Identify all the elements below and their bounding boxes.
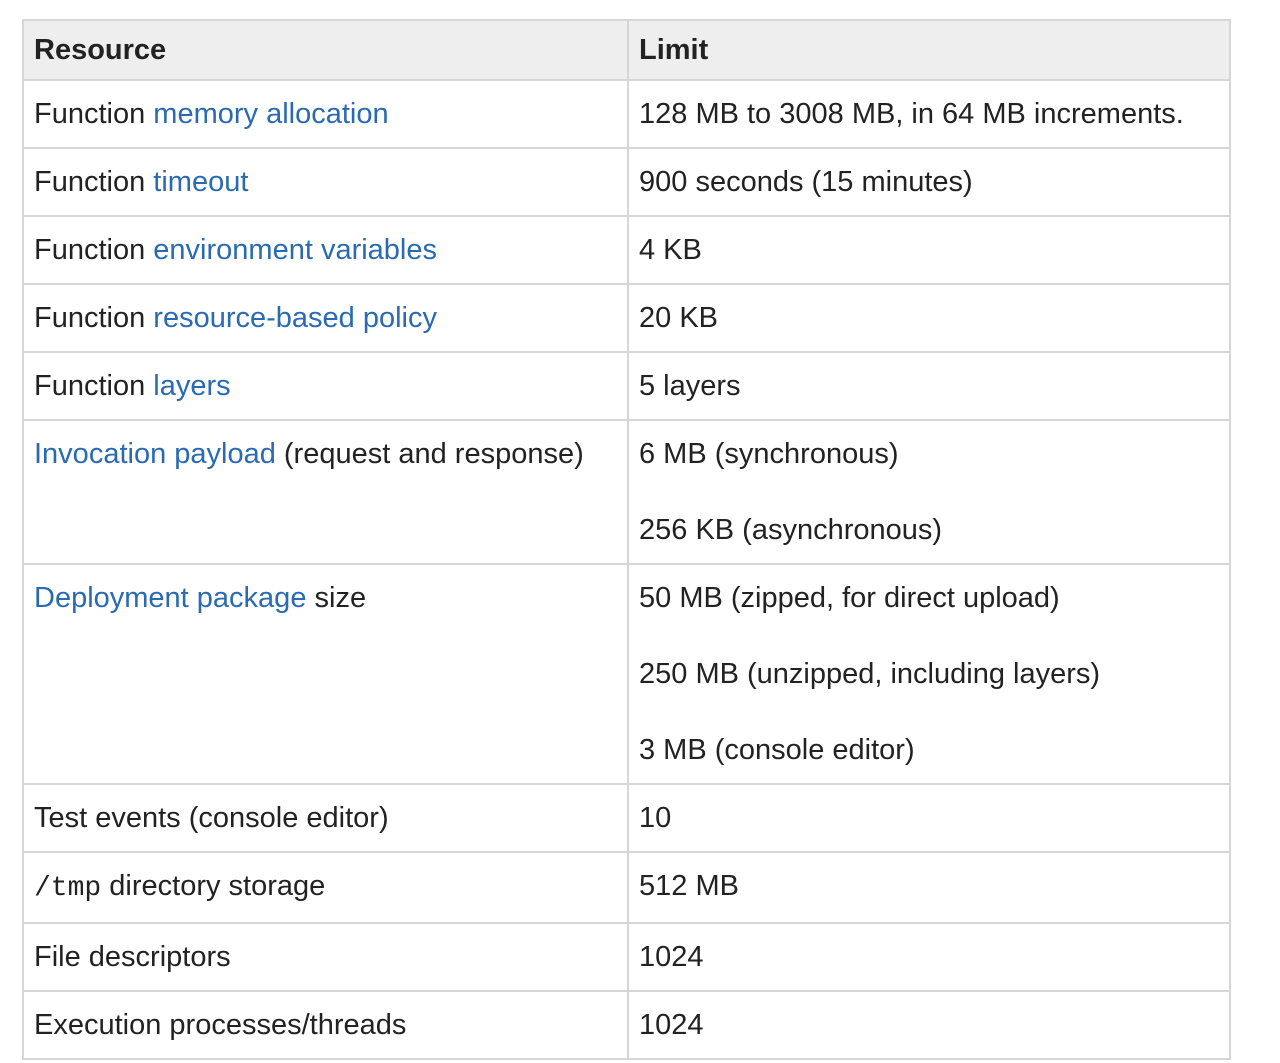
invocation-payload-link[interactable]: Invocation payload — [34, 438, 276, 470]
limit-value: 10 — [639, 802, 672, 834]
limit-value: 900 seconds (15 minutes) — [639, 166, 973, 198]
table-row — [23, 852, 1230, 923]
resource-cell — [23, 852, 628, 923]
table-row — [23, 420, 1230, 564]
header-limit: Limit — [628, 20, 1230, 80]
limit-value: 1024 — [639, 941, 704, 973]
limit-value: 5 layers — [639, 370, 741, 402]
resource-cell: File descriptors — [23, 923, 628, 991]
resource-suffix: (request and response) — [275, 438, 584, 470]
limit-cell — [628, 216, 1230, 284]
environment-variables-link[interactable]: environment variables — [153, 234, 437, 266]
memory-allocation-link[interactable]: memory allocation — [153, 98, 389, 130]
limit-cell — [628, 923, 1230, 991]
resource-based-policy-link[interactable]: resource-based policy — [153, 302, 437, 334]
limit-cell — [628, 80, 1230, 148]
limit-value: 3 MB (console editor) — [639, 734, 915, 766]
limit-cell — [628, 991, 1230, 1059]
resource-prefix: Function — [34, 370, 154, 402]
resource-suffix: directory storage — [101, 870, 326, 902]
table-row — [23, 148, 1230, 216]
limit-cell — [628, 284, 1230, 352]
limit-value: 4 KB — [639, 234, 702, 266]
resource-cell — [23, 564, 628, 784]
limit-cell — [628, 564, 1230, 784]
limit-value: 6 MB (synchronous) — [639, 438, 899, 470]
deployment-package-link[interactable]: Deployment package — [34, 582, 307, 614]
layers-link[interactable]: layers — [153, 370, 231, 402]
limit-cell — [628, 148, 1230, 216]
resource-cell — [23, 80, 628, 148]
resource-prefix: Function — [34, 234, 154, 266]
header-resource: Resource — [23, 20, 628, 80]
lambda-limits-table — [22, 19, 1231, 1060]
limit-value: 256 KB (asynchronous) — [639, 514, 943, 546]
resource-cell — [23, 420, 628, 564]
limit-value: 128 MB to 3008 MB, in 64 MB increments. — [639, 98, 1184, 130]
limit-value: 20 KB — [639, 302, 718, 334]
tmp-path-code: /tmp — [34, 873, 102, 904]
table-row — [23, 80, 1230, 148]
resource-suffix: size — [306, 582, 367, 614]
resource-cell — [23, 284, 628, 352]
resource-prefix: Function — [34, 98, 154, 130]
limit-cell — [628, 420, 1230, 564]
resource-cell: Execution processes/threads — [23, 991, 628, 1059]
resource-cell — [23, 148, 628, 216]
table-header-row — [23, 20, 1230, 80]
table-row — [23, 564, 1230, 784]
resource-prefix: Function — [34, 302, 154, 334]
table-row — [23, 352, 1230, 420]
timeout-link[interactable]: timeout — [153, 166, 249, 198]
limit-value: 1024 — [639, 1009, 704, 1041]
table-row — [23, 784, 1230, 852]
table-row — [23, 991, 1230, 1059]
table-row — [23, 216, 1230, 284]
table-row — [23, 923, 1230, 991]
resource-cell — [23, 352, 628, 420]
resource-cell — [23, 216, 628, 284]
resource-cell: Test events (console editor) — [23, 784, 628, 852]
limit-value: 250 MB (unzipped, including layers) — [639, 658, 1101, 690]
resource-prefix: Function — [34, 166, 154, 198]
limit-cell — [628, 852, 1230, 923]
limit-cell — [628, 784, 1230, 852]
limit-value: 512 MB — [639, 870, 739, 902]
table-row — [23, 284, 1230, 352]
limit-value: 50 MB (zipped, for direct upload) — [639, 582, 1060, 614]
limit-cell — [628, 352, 1230, 420]
